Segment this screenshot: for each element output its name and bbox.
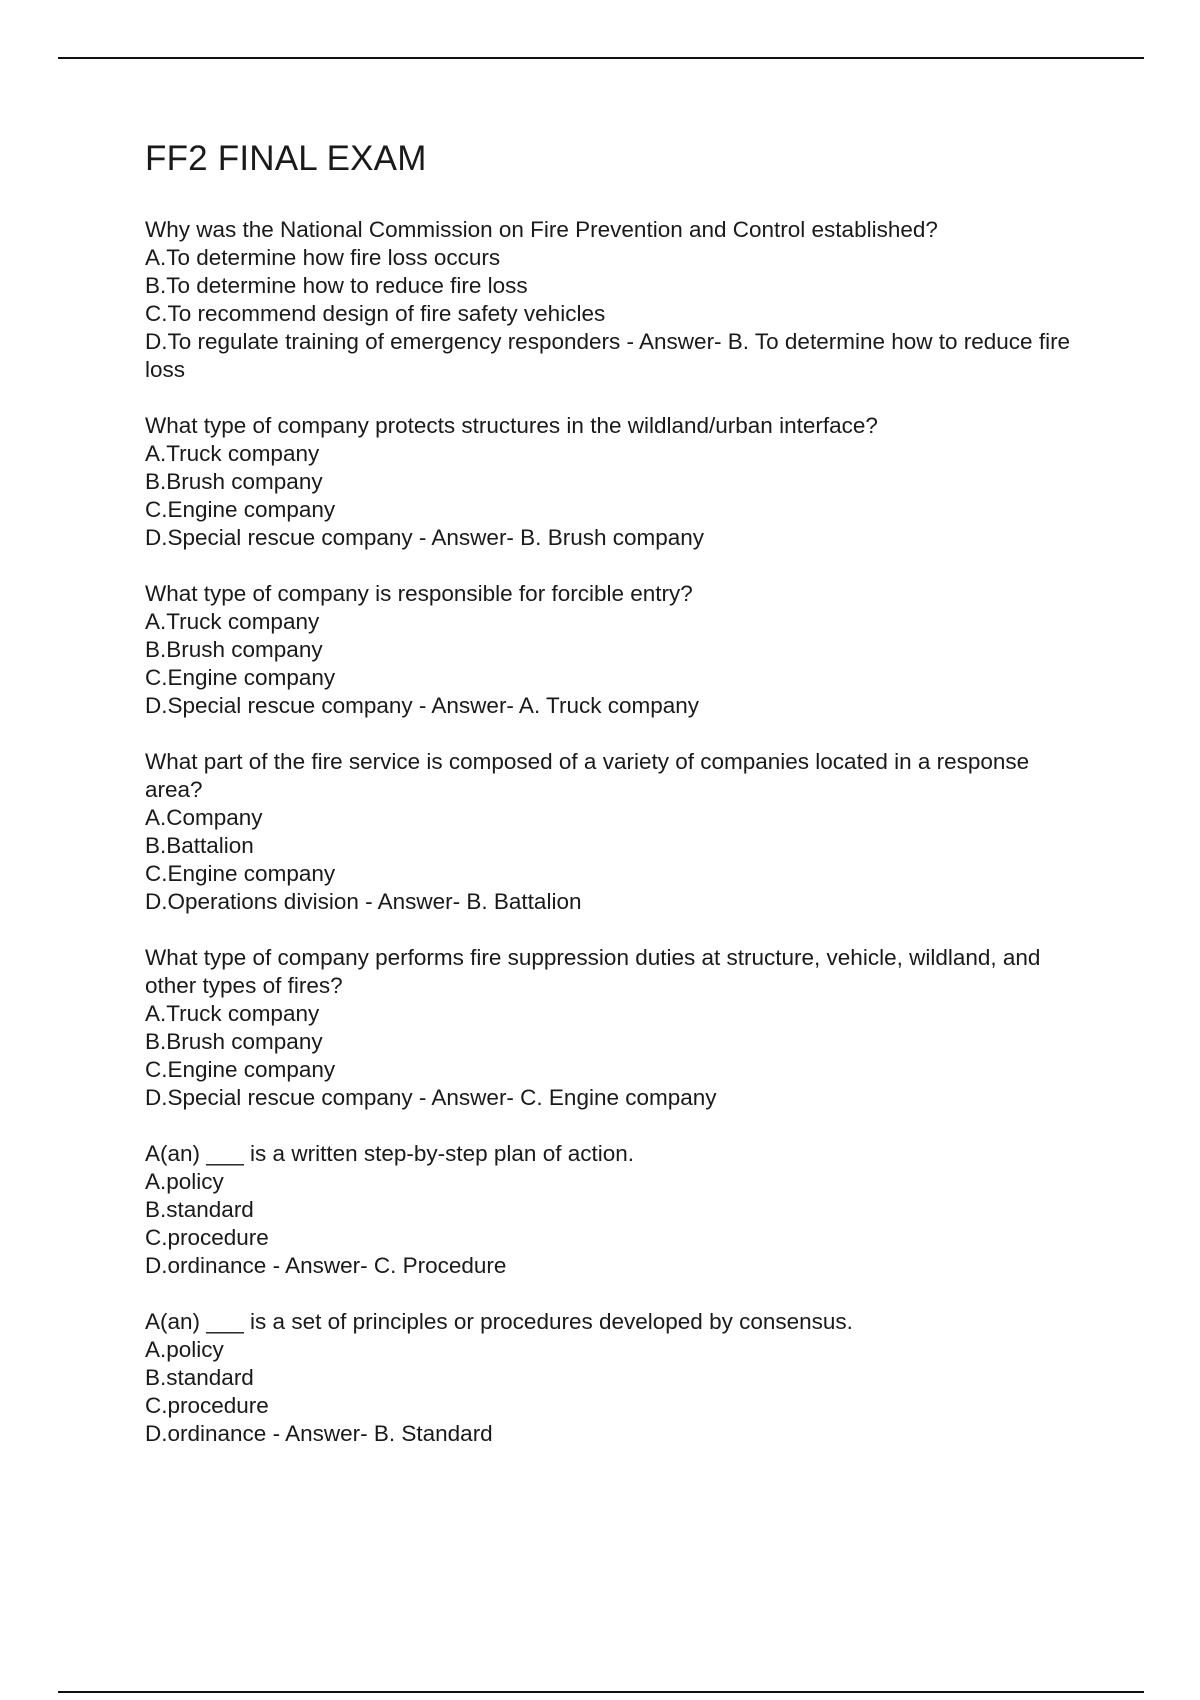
answer-text: - Answer- B. Battalion [365, 889, 582, 914]
answer-text: - Answer- B. To determine how to reduce fire loss [145, 329, 1071, 382]
option-d-with-answer [145, 888, 1085, 916]
question-prompt: What type of company is responsible for forcible entry? [145, 581, 693, 606]
answer-text: - Answer- C. Engine company [418, 1085, 717, 1110]
option-a: A.Truck company [145, 441, 320, 466]
option-c: C.procedure [145, 1225, 269, 1250]
option-c: C.Engine company [145, 497, 336, 522]
header-rule [58, 57, 1144, 59]
option-d: D.Special rescue company [145, 525, 413, 550]
option-b: B.Brush company [145, 1029, 323, 1054]
question-block [145, 216, 1085, 384]
option-d: D.Special rescue company [145, 1085, 413, 1110]
option-a: A.Truck company [145, 609, 320, 634]
option-d: D.ordinance [145, 1421, 267, 1446]
option-b: B.Brush company [145, 469, 323, 494]
answer-text: - Answer- A. Truck company [418, 693, 700, 718]
question-prompt: A(an) ___ is a set of principles or procedures developed by consensus. [145, 1309, 853, 1334]
option-c: C.procedure [145, 1393, 269, 1418]
option-d-with-answer [145, 1420, 1085, 1448]
option-a: A.Company [145, 805, 263, 830]
question-prompt: A(an) ___ is a written step-by-step plan of action. [145, 1141, 635, 1166]
answer-text: - Answer- C. Procedure [272, 1253, 507, 1278]
question-prompt: What part of the fire service is composed of a variety of companies located in a response area? [145, 749, 1030, 802]
question-block [145, 1140, 1085, 1280]
option-d: D.Special rescue company [145, 693, 413, 718]
option-c: C.Engine company [145, 1057, 336, 1082]
option-d-with-answer [145, 1084, 1085, 1112]
option-c: C.Engine company [145, 861, 336, 886]
option-b: B.Battalion [145, 833, 254, 858]
question-block [145, 412, 1085, 552]
option-b: B.Brush company [145, 637, 323, 662]
question-prompt: What type of company protects structures in the wildland/urban interface? [145, 413, 878, 438]
option-d-with-answer [145, 692, 1085, 720]
question-prompt: What type of company performs fire suppression duties at structure, vehicle, wildland, and other types of fires? [145, 945, 1041, 998]
question-prompt: Why was the National Commission on Fire Prevention and Control established? [145, 217, 938, 242]
option-d-with-answer [145, 1252, 1085, 1280]
option-b: B.standard [145, 1197, 254, 1222]
page-title: FF2 FINAL EXAM [145, 139, 427, 178]
option-d-with-answer [145, 524, 1085, 552]
option-a: A.policy [145, 1337, 224, 1362]
document-body [145, 138, 1085, 1476]
question-block [145, 1308, 1085, 1448]
question-block [145, 944, 1085, 1112]
question-block [145, 748, 1085, 916]
answer-text: - Answer- B. Standard [272, 1421, 493, 1446]
question-block [145, 580, 1085, 720]
option-b: B.standard [145, 1365, 254, 1390]
option-a: A.To determine how fire loss occurs [145, 245, 501, 270]
option-b: B.To determine how to reduce fire loss [145, 273, 528, 298]
option-d: D.To regulate training of emergency responders [145, 329, 621, 354]
option-a: A.policy [145, 1169, 224, 1194]
option-d: D.Operations division [145, 889, 359, 914]
option-a: A.Truck company [145, 1001, 320, 1026]
option-d-with-answer [145, 328, 1085, 384]
option-d: D.ordinance [145, 1253, 267, 1278]
answer-text: - Answer- B. Brush company [418, 525, 705, 550]
option-c: C.To recommend design of fire safety vehicles [145, 301, 606, 326]
footer-rule [58, 1691, 1144, 1693]
option-c: C.Engine company [145, 665, 336, 690]
